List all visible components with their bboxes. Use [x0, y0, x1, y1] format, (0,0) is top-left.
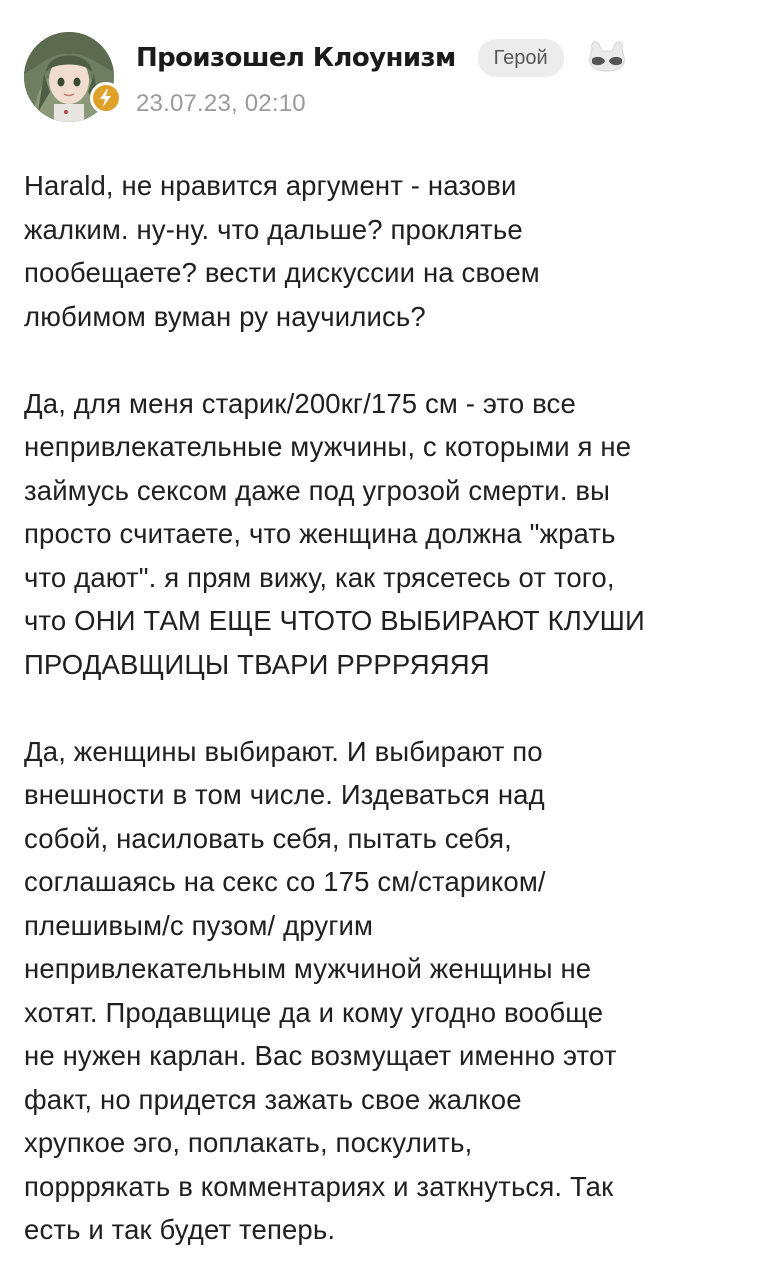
mask-icon	[584, 39, 630, 77]
post-paragraph: Harald, не нравится аргумент - назови жалким. ну-ну. что дальше? проклятье пообещаете? вести дискуссии на своем любимом вуман ру научились?	[24, 170, 540, 332]
role-badge: Герой	[478, 39, 564, 77]
author-row	[136, 36, 630, 80]
post-paragraph: Да, женщины выбирают. И выбирают по внешности в том числе. Издеваться над собой, насиловать себя, пытать себя, соглашаясь на секс со 175 см/стариком/ плешивым/с пузом/ другим непривлекательным мужчиной женщины не хотят. Продавщице да и кому угодно вообще не нужен карлан. Вас возмущает именно этот факт, но придется зажать свое жалкое хрупкое эго, поплакать, поскулить, порррякать в комментариях и заткнуться. Так есть и так будет теперь.	[24, 735, 617, 1245]
author-name[interactable]: Произошел Клоунизм	[136, 43, 456, 73]
lightning-badge-icon	[90, 82, 122, 114]
post-header	[24, 32, 746, 124]
post-timestamp: 23.07.23, 02:10	[136, 90, 306, 117]
post-paragraph: Да, для меня старик/200кг/175 см - это все непривлекательные мужчины, с которыми я не займусь сексом даже под угрозой смерти. вы просто считаете, что женщина должна "жрать что дают". я прям вижу, как трясетесь от того, что ОНИ ТАМ ЕЩЕ ЧТОТО ВЫБИРАЮТ КЛУШИ ПРОДАВЩИЦЫ ТВАРИ РРРРЯЯЯЯ	[24, 387, 645, 680]
post-body	[24, 164, 764, 1252]
